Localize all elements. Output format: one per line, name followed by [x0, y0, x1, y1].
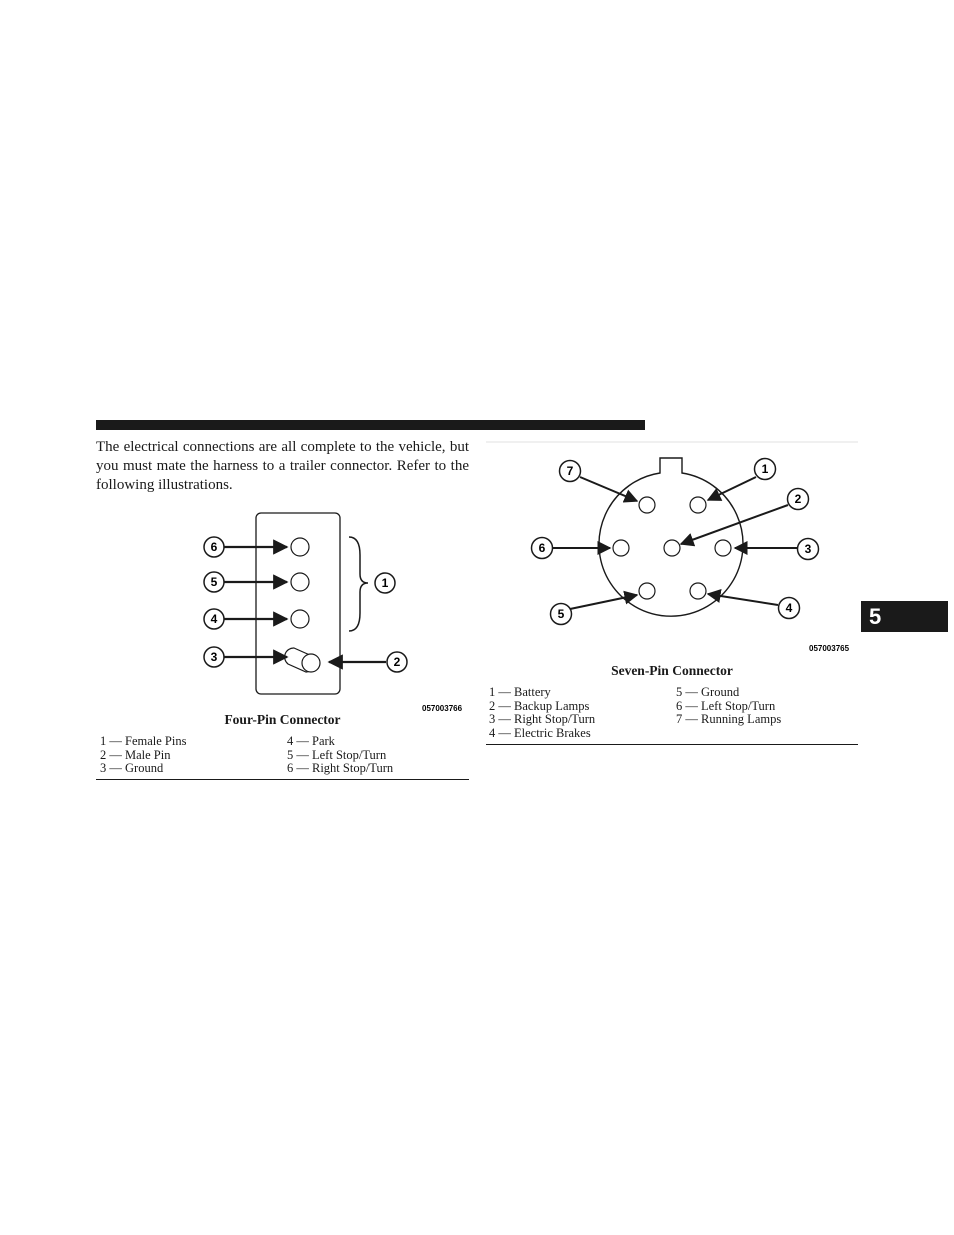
pin-4-socket [291, 610, 309, 628]
callout-3-label: 3 [210, 650, 218, 664]
callout-6-label: 6 [538, 541, 546, 555]
arrow-1 [708, 477, 756, 500]
legend-item: 2 — Backup Lamps [489, 698, 590, 713]
legend-item: 7 — Running Lamps [676, 712, 782, 727]
pin-6-socket [291, 538, 309, 556]
legend-item: 2 — Male Pin [100, 747, 171, 762]
four-pin-connector-figure [190, 510, 470, 720]
four-pin-diagram [190, 510, 470, 720]
female-pins-brace [349, 537, 368, 631]
callout-5-label: 5 [557, 607, 565, 621]
callout-1-label: 1 [381, 576, 389, 590]
callout-4-label: 4 [210, 612, 218, 626]
pin-6-socket [613, 540, 629, 556]
legend-item [676, 727, 863, 741]
intro-paragraph: The electrical connections are all complete to the vehicle, but you must mate the harness to a trailer connector. Refer to the following illustrations. [96, 439, 469, 493]
callout-5-label: 5 [210, 575, 218, 589]
seven-pin-connector-figure [486, 441, 858, 656]
callout-2-label: 2 [393, 655, 401, 669]
pin-4-socket [690, 583, 706, 599]
callout-2-label: 2 [794, 492, 802, 506]
legend-item: 1 — Battery [489, 685, 551, 699]
pin-3-socket [715, 540, 731, 556]
seven-pin-legend-rule [486, 744, 858, 745]
figure-code: 057003765 [809, 644, 850, 653]
four-pin-legend-rule [96, 779, 469, 780]
seven-pin-title: Seven-Pin Connector [611, 663, 733, 678]
four-pin-title: Four-Pin Connector [224, 712, 341, 727]
seven-pin-diagram [486, 441, 858, 656]
legend-item: 1 — Female Pins [100, 734, 187, 748]
seven-pin-legend [489, 686, 863, 741]
pin-2-socket [664, 540, 680, 556]
arrow-7 [580, 477, 637, 501]
legend-item: 6 — Left Stop/Turn [676, 698, 776, 713]
pin-1-socket [690, 497, 706, 513]
legend-item: 3 — Ground [100, 761, 164, 776]
chapter-tab: 5 [861, 601, 948, 632]
legend-item: 5 — Left Stop/Turn [287, 747, 387, 762]
legend-item: 3 — Right Stop/Turn [489, 712, 596, 727]
four-pin-legend [100, 735, 474, 776]
legend-item: 4 — Park [287, 734, 335, 748]
connector-body [599, 458, 743, 616]
figure-code: 057003766 [422, 704, 463, 713]
pin-7-socket [639, 497, 655, 513]
pin-5-socket [639, 583, 655, 599]
arrow-4 [708, 594, 778, 605]
callout-7-label: 7 [566, 464, 574, 478]
legend-item: 4 — Electric Brakes [489, 726, 591, 741]
callout-6-label: 6 [210, 540, 218, 554]
callout-4-label: 4 [785, 601, 793, 615]
legend-item: 5 — Ground [676, 685, 740, 699]
legend-item: 6 — Right Stop/Turn [287, 761, 394, 776]
connector-body [256, 513, 340, 694]
section-rule [96, 420, 645, 430]
male-pin-tip [302, 654, 320, 672]
callout-3-label: 3 [804, 542, 812, 556]
callout-1-label: 1 [761, 462, 769, 476]
pin-5-socket [291, 573, 309, 591]
